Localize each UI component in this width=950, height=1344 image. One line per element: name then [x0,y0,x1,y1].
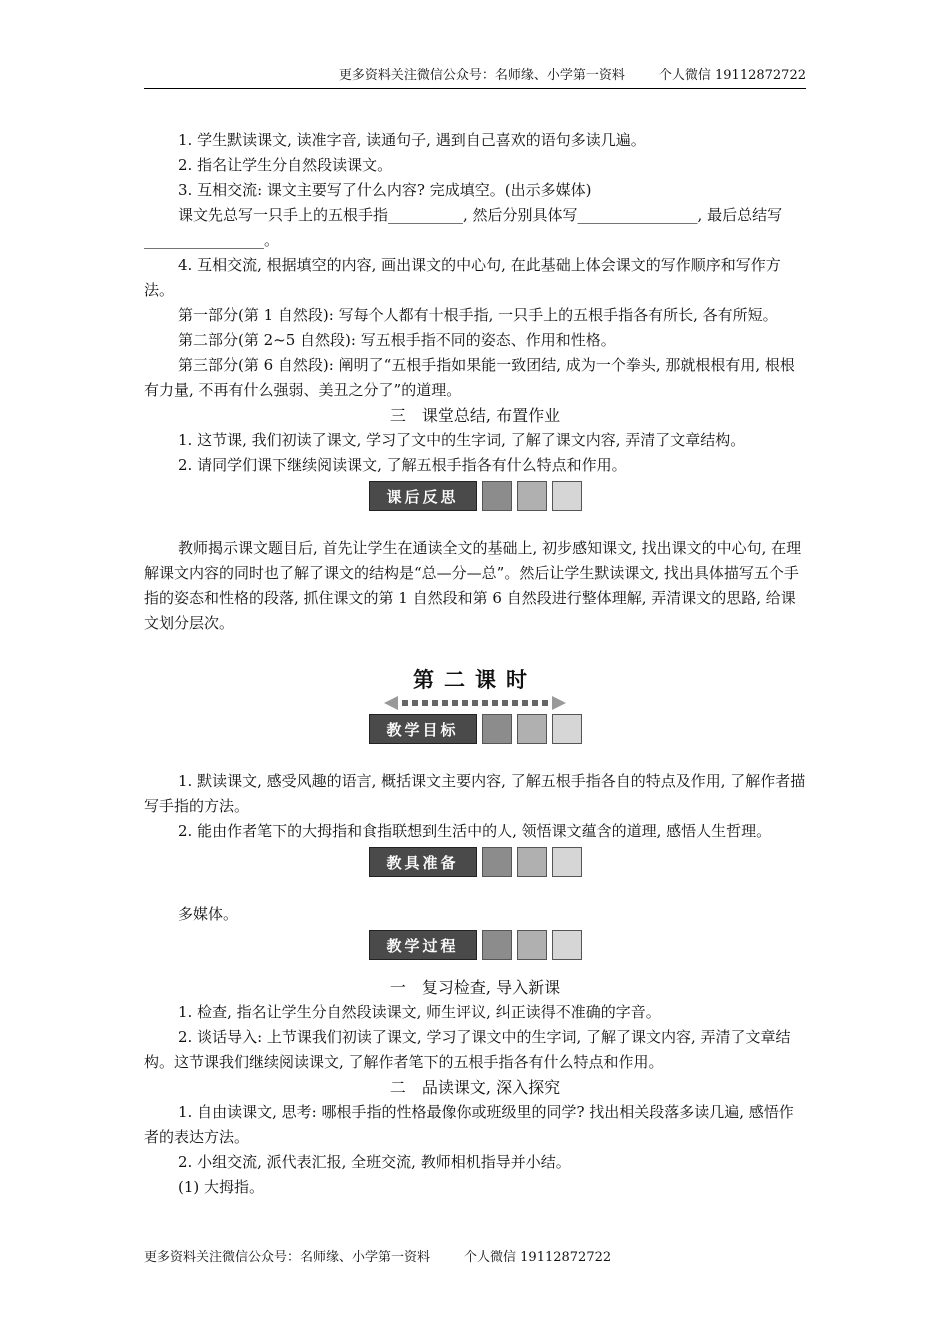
badge-label: 课后反思 [369,481,477,511]
badge-square [552,847,582,877]
badge-square [482,930,512,960]
paragraph: 2. 指名让学生分自然段读课文。 [178,156,393,174]
paragraph: 2. 请同学们课下继续阅读课文, 了解五根手指各有什么特点和作用。 [178,456,627,474]
header-right-text: 个人微信 19112872722 [658,68,806,83]
badge-label: 教具准备 [369,847,477,877]
badge-square [482,714,512,744]
paragraph: 第二部分(第 2~5 自然段): 写五根手指不同的姿态、作用和性格。 [178,331,616,349]
badge-square [517,930,547,960]
section-heading: 一 复习检查, 导入新课 [389,978,561,997]
title-divider [144,696,806,710]
paragraph: 第三部分(第 6 自然段): 阐明了“五根手指如果能一致团结, 成为一个拳头, 那就根根有用, 根根有力量, 不再有什么强弱、美丑之分了”的道理。 [144,356,795,399]
paragraph: 1. 学生默读课文, 读准字音, 读通句子, 遇到自己喜欢的语句多读几遍。 [178,131,646,149]
paragraph: 1. 检查, 指名让学生分自然段读课文, 师生评议, 纠正读得不准确的字音。 [178,1003,661,1021]
paragraph: 2. 小组交流, 派代表汇报, 全班交流, 教师相机指导并小结。 [178,1153,571,1171]
paragraph: 1. 这节课, 我们初读了课文, 学习了文中的生字词, 了解了课文内容, 弄清了文章结构。 [178,431,746,449]
page-content [144,128,806,1200]
footer-left-text: 更多资料关注微信公众号：名师缘、小学第一资料 [144,1250,431,1265]
reflection-paragraph: 教师揭示课文题目后, 首先让学生在通读全文的基础上, 初步感知课文, 找出课文的中心句, 在理解课文内容的同时也了解了课文的结构是“总—分—总”。然后让学生默读课文, 找出具体描写五个手指的姿态和性格的段落, 抓住课文的第 1 自然段和第 6 自然段进行整体理解, 弄清课文的思路, 给课文划分层次。 [144,539,802,632]
badge-label: 教学过程 [369,930,477,960]
paragraph: (1) 大拇指。 [178,1178,265,1196]
badge-square [482,847,512,877]
process-badge [144,930,806,960]
footer-right-text: 个人微信 19112872722 [464,1250,612,1265]
page-header [144,66,806,89]
paragraph: 1. 自由读课文, 思考: 哪根手指的性格最像你或班级里的同学? 找出相关段落多读几遍, 感悟作者的表达方法。 [144,1103,794,1146]
badge-square [517,481,547,511]
section-heading: 二 品读课文, 深入探究 [389,1078,561,1097]
paragraph: 2. 能由作者笔下的大拇指和食指联想到生活中的人, 领悟课文蕴含的道理, 感悟人生哲理。 [178,822,772,840]
goals-badge [144,714,806,744]
badge-square [517,847,547,877]
badge-label: 教学目标 [369,714,477,744]
badge-square [552,481,582,511]
badge-square [517,714,547,744]
paragraph: 3. 互相交流: 课文主要写了什么内容? 完成填空。(出示多媒体) [178,181,592,199]
paragraph: 课文先总写一只手上的五根手指__________, 然后分别具体写________________, 最后总结写________________。 [144,206,783,249]
paragraph: 第一部分(第 1 自然段): 写每个人都有十根手指, 一只手上的五根手指各有所长, 各有所短。 [178,306,778,324]
page-footer [144,1246,611,1265]
paragraph: 4. 互相交流, 根据填空的内容, 画出课文的中心句, 在此基础上体会课文的写作顺序和写作方法。 [144,256,781,299]
badge-square [552,714,582,744]
paragraph: 多媒体。 [178,905,239,923]
paragraph: 1. 默读课文, 感受风趣的语言, 概括课文主要内容, 了解五根手指各自的特点及作用, 了解作者描写手指的方法。 [144,772,806,815]
badge-square [552,930,582,960]
lesson-title: 第二课时 [413,668,537,692]
header-left-text: 更多资料关注微信公众号：名师缘、小学第一资料 [338,68,625,83]
badge-square [482,481,512,511]
tools-badge [144,847,806,877]
reflection-badge [144,481,806,511]
paragraph: 2. 谈话导入: 上节课我们初读了课文, 学习了课文中的生字词, 了解了课文内容, 弄清了文章结构。这节课我们继续阅读课文, 了解作者笔下的五根手指各有什么特点和作用。 [144,1028,791,1071]
section-heading: 三 课堂总结, 布置作业 [389,406,561,425]
